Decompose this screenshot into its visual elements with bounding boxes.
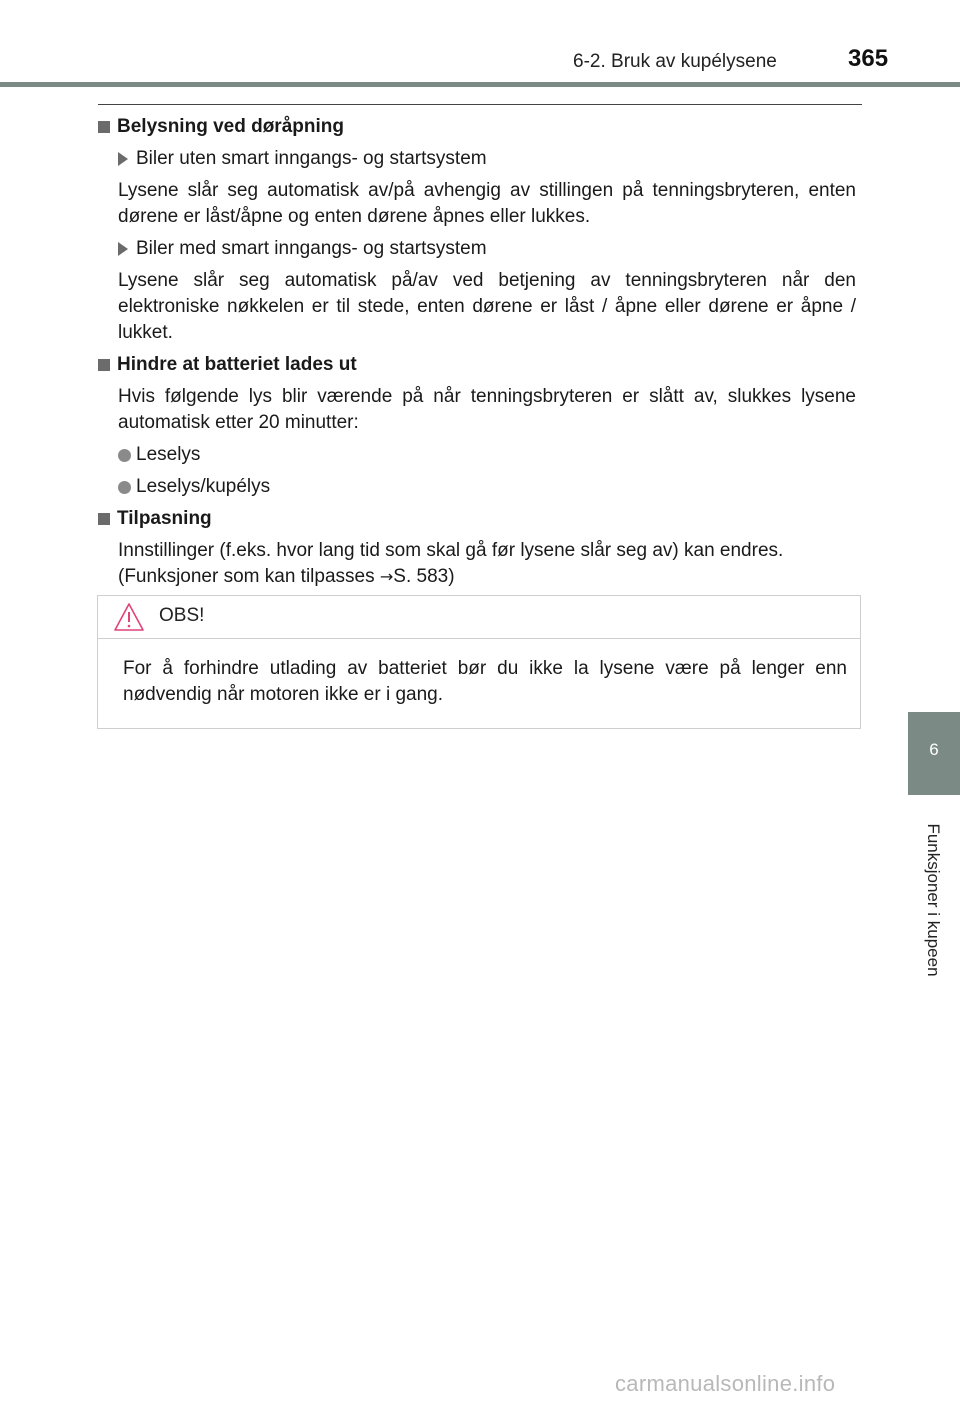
paragraph: Hvis følgende lys blir værende på når tenningsbryteren er slått av, slukkes lysene automatisk etter 20 minutter: (118, 386, 856, 433)
content-rule (98, 104, 862, 105)
paragraph: Innstillinger (f.eks. hvor lang tid som skal gå før lysene slår seg av) kan endres. (118, 540, 784, 561)
square-marker-icon (98, 359, 110, 371)
caution-title: OBS! (159, 605, 205, 626)
triangle-marker-icon (118, 152, 128, 166)
header-rule (0, 82, 960, 87)
chapter-label: Funksjoner i kupeen (924, 823, 943, 977)
bullet-dot-icon (118, 481, 131, 494)
triangle-marker-icon (118, 242, 128, 256)
chapter-tab (908, 712, 960, 795)
section-title: 6-2. Bruk av kupélysene (573, 51, 777, 72)
page-number: 365 (848, 45, 889, 72)
list-item: Leselys/kupélys (98, 474, 856, 500)
paragraph: Lysene slår seg automatisk av/på avhengig av stillingen på tenningsbryteren, enten dørene er låst/åpne og enten dørene åpnes eller lukkes. (118, 180, 856, 227)
section-heading: Belysning ved døråpning (98, 114, 856, 140)
caution-box (97, 595, 861, 729)
section-heading: Hindre at batteriet lades ut (98, 352, 856, 378)
arrow-right-icon: → (379, 567, 394, 586)
watermark: carmanualsonline.info (615, 1371, 836, 1396)
page-reference: (Funksjoner som kan tilpasses →S. 583) (118, 566, 455, 587)
square-marker-icon (98, 513, 110, 525)
paragraph: Lysene slår seg automatisk på/av ved betjening av tenningsbryteren når den elektroniske nøkkelen er til stede, enten dørene er låst / åpne eller dørene er åpne / lukket. (118, 270, 856, 343)
list-item: Leselys (98, 442, 856, 468)
chapter-number: 6 (929, 740, 939, 759)
warning-triangle-icon (113, 602, 145, 632)
main-content (98, 114, 856, 596)
subheading: Biler med smart inngangs- og startsystem (98, 236, 856, 262)
subheading: Biler uten smart inngangs- og startsystem (98, 146, 856, 172)
section-heading: Tilpasning (98, 506, 856, 532)
bullet-dot-icon (118, 449, 131, 462)
caution-header (98, 596, 860, 639)
caution-text: For å forhindre utlading av batteriet bør du ikke la lysene være på lenger enn nødvendig når motoren ikke er i gang. (123, 658, 847, 705)
square-marker-icon (98, 121, 110, 133)
